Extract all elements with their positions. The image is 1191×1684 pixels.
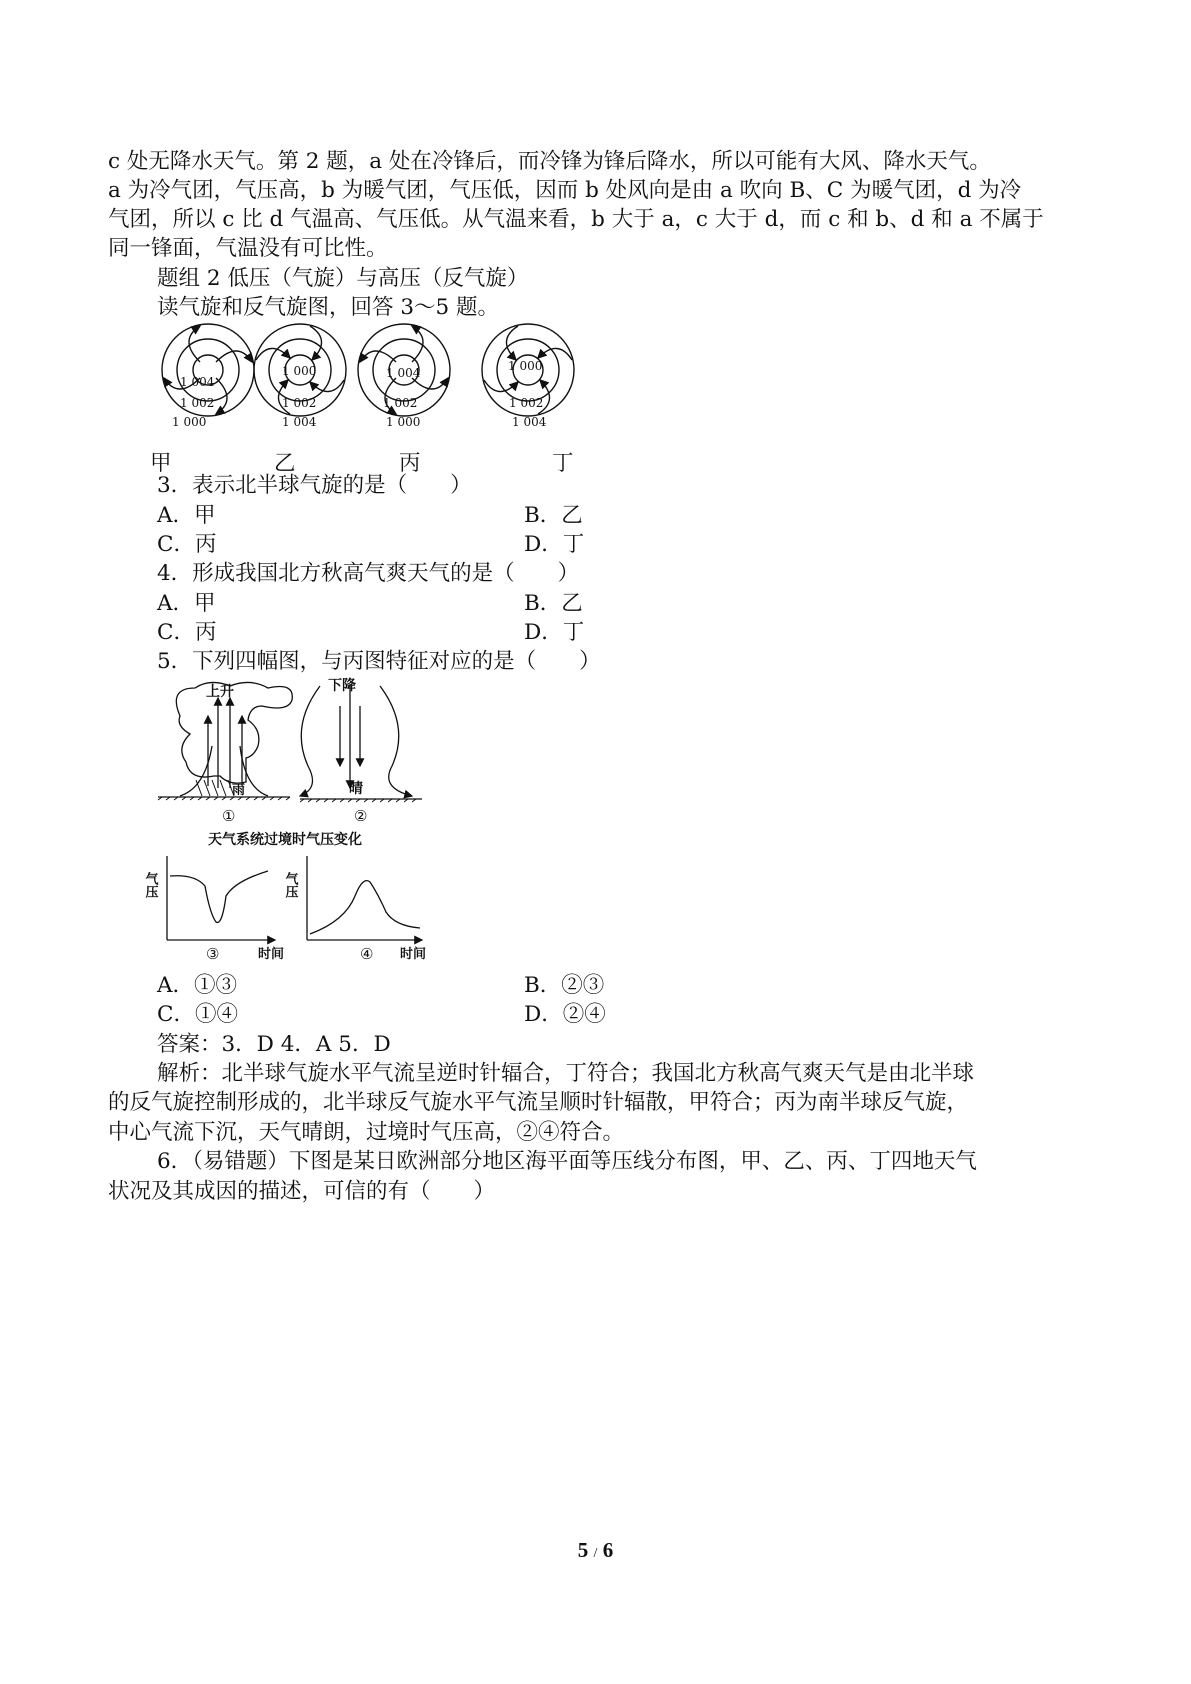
q4-option-b: B．乙 bbox=[524, 591, 583, 616]
chart-4-pressure-high bbox=[307, 856, 422, 940]
jia-center-label: 1 004 bbox=[180, 375, 215, 389]
paragraph-line: a 为冷气团，气压高，b 为暖气团，气压低，因而 b 处风向是由 a 吹向 B、C 为暖气团，d 为冷 bbox=[108, 178, 1022, 203]
jia-outer-label: 1 000 bbox=[172, 415, 207, 429]
rain-label: 雨 bbox=[232, 783, 246, 798]
q5-option-a: A．①③ bbox=[157, 973, 238, 998]
bing-center-label: 1 004 bbox=[386, 366, 421, 380]
diagram-number-3: ③ bbox=[206, 945, 220, 963]
ding-center-label: 1 000 bbox=[508, 359, 543, 373]
q5-option-d: D．②④ bbox=[524, 1002, 606, 1027]
paragraph-line: 同一锋面，气温没有可比性。 bbox=[108, 236, 388, 261]
yi-middle-label: 1 002 bbox=[282, 396, 317, 410]
page-current: 5 bbox=[577, 1538, 589, 1562]
rise-label: 上升 bbox=[206, 684, 234, 700]
chart-3-pressure-low bbox=[167, 856, 275, 940]
group-title: 题组 2 低压（气旋）与高压（反气旋） bbox=[157, 266, 529, 291]
chart-4-ylabel: 气压 bbox=[282, 872, 298, 898]
analysis-line: 的反气旋控制形成的，北半球反气旋水平气流呈顺时针辐散，甲符合；丙为南半球反气旋， bbox=[108, 1090, 969, 1115]
q3-option-b: B．乙 bbox=[524, 503, 583, 528]
weather-figure bbox=[142, 676, 470, 976]
diagram-name-bing: 丙 bbox=[399, 451, 421, 476]
q3-option-c: C．丙 bbox=[157, 532, 217, 557]
diagram-name-jia: 甲 bbox=[150, 451, 172, 476]
q4-option-d: D．丁 bbox=[524, 620, 585, 645]
ding-outer-label: 1 004 bbox=[512, 415, 547, 429]
analysis-line: 中心气流下沉，天气晴朗，过境时气压高，②④符合。 bbox=[108, 1120, 625, 1145]
jia-middle-label: 1 002 bbox=[180, 396, 215, 410]
page-number bbox=[0, 1538, 1191, 1563]
analysis-line: 解析：北半球气旋水平气流呈逆时针辐合，丁符合；我国北方秋高气爽天气是由北半球 bbox=[157, 1061, 975, 1086]
bing-outer-label: 1 000 bbox=[386, 415, 421, 429]
clear-label: 晴 bbox=[349, 781, 363, 797]
diagram-number-2: ② bbox=[354, 807, 368, 825]
q3-option-a: A．甲 bbox=[157, 503, 216, 528]
q4-option-a: A．甲 bbox=[157, 591, 216, 616]
q5-option-b: B．②③ bbox=[524, 973, 605, 998]
paragraph-line: 气团，所以 c 比 d 气温高、气压低。从气温来看，b 大于 a，c 大于 d，而 c 和 b、d 和 a 不属于 bbox=[108, 207, 1044, 232]
q4-option-c: C．丙 bbox=[157, 620, 217, 645]
yi-center-label: 1 000 bbox=[282, 364, 317, 378]
diagram-name-ding: 丁 bbox=[552, 451, 574, 476]
q5-option-c: C．①④ bbox=[157, 1002, 238, 1027]
question-6-stem: 6．（易错题）下图是某日欧洲部分地区海平面等压线分布图，甲、乙、丙、丁四地天气 bbox=[157, 1149, 977, 1174]
answer-line: 答案：3．D 4．A 5．D bbox=[157, 1032, 391, 1057]
figure-caption: 天气系统过境时气压变化 bbox=[208, 832, 362, 848]
question-5-stem: 5．下列四幅图，与丙图特征对应的是（ ） bbox=[157, 649, 601, 674]
q3-option-d: D．丁 bbox=[524, 532, 585, 557]
diagram-name-yi: 乙 bbox=[274, 451, 296, 476]
chart-4-xlabel: 时间 bbox=[400, 947, 427, 962]
diagram-number-1: ① bbox=[222, 807, 236, 825]
yi-outer-label: 1 004 bbox=[282, 415, 317, 429]
page-separator: / bbox=[593, 1546, 598, 1561]
read-prompt: 读气旋和反气旋图，回答 3～5 题。 bbox=[157, 295, 500, 320]
diagram-number-4: ④ bbox=[360, 945, 374, 963]
question-4-stem: 4．形成我国北方秋高气爽天气的是（ ） bbox=[157, 561, 580, 586]
chart-3-xlabel: 时间 bbox=[258, 947, 285, 962]
question-3-stem: 3．表示北半球气旋的是（ ） bbox=[157, 473, 472, 498]
question-6-stem-cont: 状况及其成因的描述，可信的有（ ） bbox=[108, 1179, 496, 1204]
page-total: 6 bbox=[602, 1538, 614, 1562]
chart-3-ylabel: 气压 bbox=[142, 872, 158, 898]
bing-middle-label: 1 002 bbox=[383, 396, 418, 410]
ding-middle-label: 1 002 bbox=[509, 396, 544, 410]
paragraph-line: c 处无降水天气。第 2 题，a 处在冷锋后，而冷锋为锋后降水，所以可能有大风、降水天气。 bbox=[108, 149, 991, 174]
sink-label: 下降 bbox=[328, 678, 356, 694]
